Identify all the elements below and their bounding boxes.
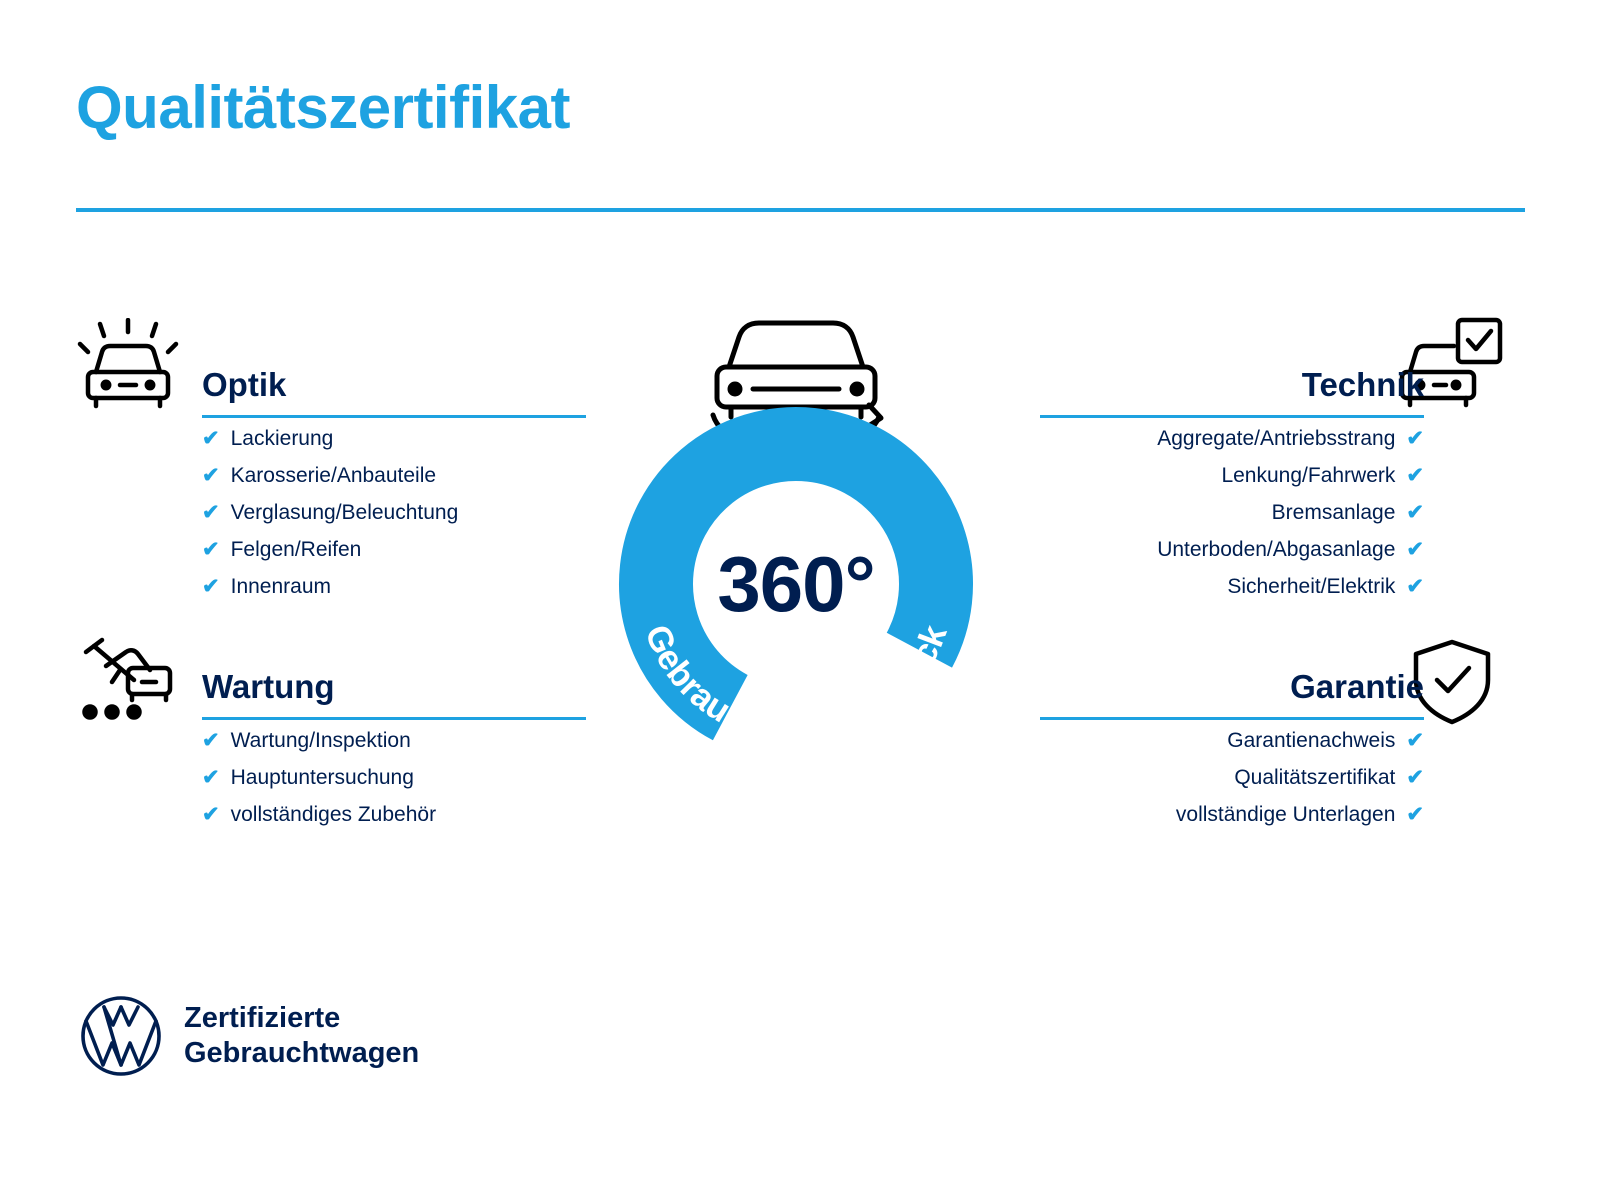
- list-item-label: Felgen/Reifen: [230, 538, 362, 561]
- section-garantie-header: [1004, 632, 1524, 730]
- check-icon: ✔: [1406, 803, 1424, 826]
- check-icon: ✔: [1406, 501, 1424, 524]
- check-icon: ✔: [202, 501, 220, 524]
- header-divider: [76, 208, 1525, 212]
- list-item: [202, 539, 596, 576]
- section-optik-list: [76, 428, 596, 613]
- section-optik-underline: [202, 415, 586, 418]
- check-icon: ✔: [202, 766, 220, 789]
- footer-line-2: Gebrauchtwagen: [184, 1037, 420, 1069]
- section-optik-header: [76, 330, 596, 428]
- footer-line-1: Zertifizierte: [184, 1001, 341, 1034]
- section-optik: [76, 330, 596, 613]
- list-item: [1004, 465, 1424, 502]
- section-technik-underline: [1040, 415, 1424, 418]
- section-technik: [1004, 330, 1524, 613]
- section-optik-title: Optik: [202, 366, 287, 403]
- svg-text:Gebrauchtwagen-Check: Gebrauchtwagen-Check: [637, 619, 955, 751]
- list-item-label: vollständige Unterlagen: [1175, 803, 1396, 826]
- section-garantie-underline: [1040, 717, 1424, 720]
- badge-degrees: 360°: [717, 539, 875, 628]
- center-badge: [585, 305, 1015, 765]
- section-technik-title: Technik: [1301, 366, 1424, 403]
- section-technik-list: [1004, 428, 1524, 613]
- list-item-label: Aggregate/Antriebsstrang: [1157, 427, 1396, 450]
- check-icon: ✔: [1406, 729, 1424, 752]
- list-item-label: Verglasung/Beleuchtung: [230, 501, 459, 524]
- check-icon: ✔: [1406, 575, 1424, 598]
- section-wartung-header: [76, 632, 596, 730]
- section-wartung-title: Wartung: [202, 668, 335, 705]
- list-item-label: Wartung/Inspektion: [230, 729, 411, 752]
- footer-text: [184, 1001, 419, 1072]
- section-wartung: [76, 632, 596, 841]
- check-icon: ✔: [1406, 427, 1424, 450]
- vw-logo: [80, 995, 162, 1077]
- list-item-label: Lenkung/Fahrwerk: [1221, 464, 1396, 487]
- list-item: [1004, 730, 1424, 767]
- list-item: [202, 502, 596, 539]
- list-item: [202, 767, 596, 804]
- list-item: [1004, 804, 1424, 841]
- badge-ring: [596, 400, 996, 768]
- section-technik-header: [1004, 330, 1524, 428]
- list-item: [1004, 502, 1424, 539]
- list-item: [1004, 539, 1424, 576]
- list-item-label: Hauptuntersuchung: [230, 766, 414, 789]
- check-icon: ✔: [202, 538, 220, 561]
- footer-brand: [80, 995, 419, 1077]
- list-item-label: Bremsanlage: [1271, 501, 1396, 524]
- list-item-label: Karosserie/Anbauteile: [230, 464, 437, 487]
- check-icon: ✔: [1406, 538, 1424, 561]
- section-garantie-title: Garantie: [1290, 668, 1424, 705]
- page-title: Qualitätszertifikat: [76, 74, 570, 141]
- list-item: [202, 576, 596, 613]
- list-item-label: vollständiges Zubehör: [230, 803, 437, 826]
- list-item: [202, 428, 596, 465]
- check-icon: ✔: [202, 427, 220, 450]
- check-icon: ✔: [1406, 766, 1424, 789]
- list-item-label: Unterboden/Abgasanlage: [1157, 538, 1396, 561]
- check-icon: ✔: [202, 464, 220, 487]
- list-item-label: Qualitätszertifikat: [1234, 766, 1396, 789]
- section-wartung-list: [76, 730, 596, 841]
- section-wartung-underline: [202, 717, 586, 720]
- list-item-label: Sicherheit/Elektrik: [1227, 575, 1396, 598]
- check-icon: ✔: [202, 729, 220, 752]
- check-icon: ✔: [202, 575, 220, 598]
- list-item: [1004, 767, 1424, 804]
- list-item: [1004, 428, 1424, 465]
- list-item-label: Garantienachweis: [1227, 729, 1396, 752]
- check-icon: ✔: [202, 803, 220, 826]
- check-icon: ✔: [1406, 464, 1424, 487]
- section-garantie: [1004, 632, 1524, 841]
- section-garantie-list: [1004, 730, 1524, 841]
- list-item-label: Innenraum: [230, 575, 332, 598]
- list-item: [202, 730, 596, 767]
- list-item: [202, 804, 596, 841]
- list-item: [1004, 576, 1424, 613]
- list-item: [202, 465, 596, 502]
- list-item-label: Lackierung: [230, 427, 334, 450]
